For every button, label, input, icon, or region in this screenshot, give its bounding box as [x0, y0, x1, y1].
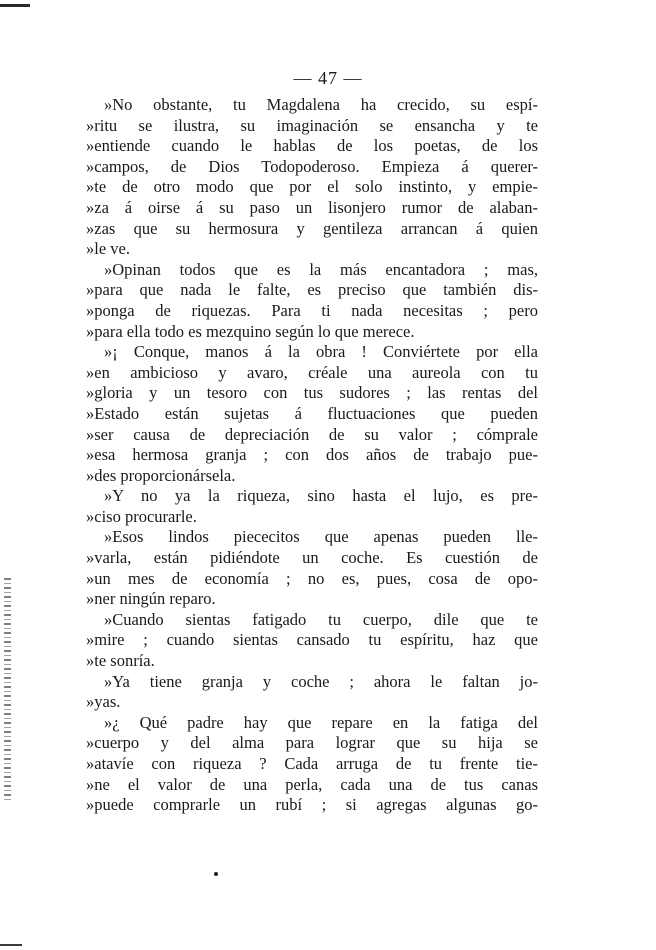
text-line: »campos, de Dios Todopoderoso. Empieza á querer-	[86, 156, 538, 176]
paragraph-first-line: »Ya tiene granja y coche ; ahora le faltan jo-	[104, 671, 538, 691]
text-line: »varla, están pidiéndote un coche. Es cuestión de	[86, 548, 538, 568]
ink-dot	[214, 872, 218, 876]
paragraph-first-line: »No obstante, tu Magdalena ha crecido, su espí-	[104, 95, 538, 114]
page-number: — 47 —	[293, 68, 363, 88]
text-line: »en ambicioso y avaro, créale una aureola con tu	[86, 362, 538, 382]
text-line: »ner ningún reparo.	[86, 589, 216, 609]
text-line: »des proporcionársela.	[86, 465, 236, 485]
text-line: »ne el valor de una perla, cada una de tus canas	[86, 774, 538, 794]
text-line: »te sonría.	[86, 651, 155, 671]
text-line: »ponga de riquezas. Para ti nada necesitas ; pero	[86, 300, 538, 320]
text-line: »entiende cuando le hablas de los poetas, de los	[86, 136, 538, 156]
paragraph-first-line: »Esos lindos piececitos que apenas pueden lle-	[104, 527, 538, 547]
text-line: »yas.	[86, 692, 121, 712]
text-line: »para que nada le falte, es preciso que también dis-	[86, 280, 538, 300]
paragraph-first-line: »Cuando sientas fatigado tu cuerpo, dile que te	[104, 609, 538, 629]
paragraph-first-line: »¿ Qué padre hay que repare en la fatiga del	[104, 712, 538, 732]
text-line: »Estado están sujetas á fluctuaciones que pueden	[86, 403, 538, 423]
text-line: »puede comprarle un rubí ; si agregas algunas go-	[86, 795, 538, 815]
text-line: »mire ; cuando sientas cansado tu espíritu, haz que	[86, 630, 538, 650]
paragraph-first-line: »¡ Conque, manos á la obra ! Conviértete por ella	[104, 342, 538, 362]
text-line: »zas que su hermosura y gentileza arrancan á quien	[86, 218, 538, 238]
paragraph-first-line: »Y no ya la riqueza, sino hasta el lujo, es pre-	[104, 486, 538, 506]
text-line: »ciso procurarle.	[86, 506, 197, 526]
text-line: »gloria y un tesoro con tus sudores ; las rentas del	[86, 383, 538, 403]
text-line: »esa hermosa granja ; con dos años de trabajo pue-	[86, 445, 538, 465]
text-line: »un mes de economía ; no es, pues, cosa de opo-	[86, 568, 538, 588]
bottom-edge-rule	[0, 944, 22, 946]
text-line: »ritu se ilustra, su imaginación se ensancha y te	[86, 115, 538, 135]
text-line: »ser causa de depreciación de su valor ; cómprale	[86, 424, 538, 444]
paragraph-first-line: »Opinan todos que es la más encantadora ; mas,	[104, 259, 538, 279]
body-text	[86, 95, 538, 816]
text-line: »cuerpo y del alma para lograr que su hija se	[86, 733, 538, 753]
text-line: »atavíe con riqueza ? Cada arruga de tu frente tie-	[86, 754, 538, 773]
top-edge-rule	[0, 4, 30, 7]
text-line: »za á oirse á su paso un lisonjero rumor de alaban-	[86, 197, 538, 217]
text-line: »le ve.	[86, 239, 130, 259]
text-line: »para ella todo es mezquino según lo que merece.	[86, 321, 415, 341]
binding-margin-marks	[4, 578, 11, 800]
text-line: »te de otro modo que por el solo instinto, y empie-	[86, 177, 538, 197]
